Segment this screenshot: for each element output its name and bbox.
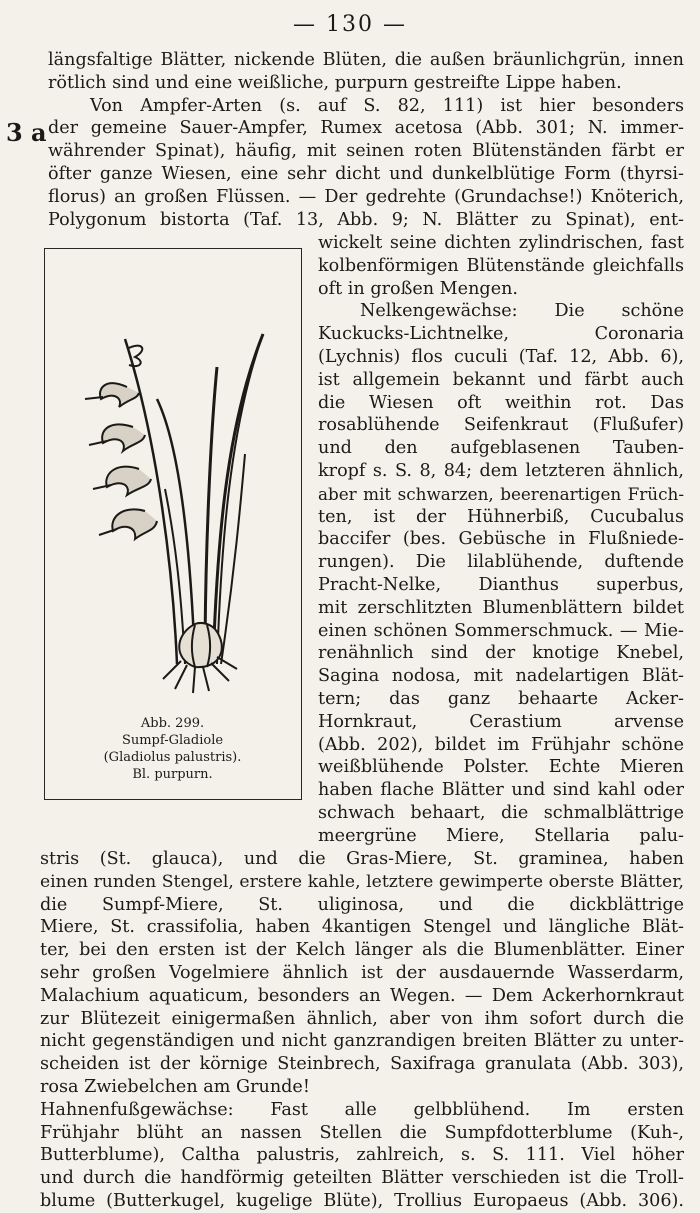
text-line: Nelkengewächse: Die schöne: [360, 301, 684, 322]
text-line: mit zerschlitzten Blumenblättern bildet: [318, 597, 684, 618]
text-line: Hornkraut, Cerastium arvense: [318, 711, 684, 732]
text-line: weißblühende Polster. Echte Mieren: [318, 757, 684, 778]
text-line: und durch die handförmig geteilten Blätter verschieden ist die Troll-: [40, 1168, 684, 1189]
text-line: rosa Zwiebelchen am Grunde!: [40, 1076, 310, 1097]
text-line: florus) an großen Flüssen. — Der gedrehte (Grundachse!) Knöterich,: [48, 186, 684, 207]
text-line: Malachium aquaticum, besonders an Wegen. — Dem Ackerhornkraut: [40, 985, 684, 1006]
text-line: Miere, St. crassifolia, haben 4kantigen Stengel und längliche Blät-: [40, 917, 684, 938]
text-line: ter, bei den ersten ist der Kelch länger als die Blumenblätter. Einer: [40, 940, 684, 961]
text-block-top: [48, 49, 684, 231]
figure-caption: [45, 715, 300, 783]
text-line: baccifer (bes. Gebüsche in Flußniede-: [318, 529, 684, 550]
page-number: — 130 —: [293, 12, 407, 37]
text-line: renähnlich sind der knotige Knebel,: [318, 643, 684, 664]
text-line: sehr großen Vogelmiere ähnlich ist der ausdauernde Wasserdarm,: [40, 962, 684, 983]
text-line: kolbenförmigen Blütenstände gleichfalls: [318, 255, 684, 276]
text-line: rötlich sind und eine weißliche, purpurn gestreifte Lippe haben.: [48, 72, 622, 93]
text-line: scheiden ist der körnige Steinbrech, Saxifraga granulata (Abb. 303),: [40, 1054, 684, 1075]
text-line: schwach behaart, die schmalblättrige: [318, 802, 684, 823]
text-line: kropf s. S. 8, 84; dem letzteren ähnlich,: [318, 460, 684, 481]
text-line: (Lychnis) flos cuculi (Taf. 12, Abb. 6),: [318, 346, 684, 367]
text-line: währender Spinat), häufig, mit seinen roten Blütenständen färbt er: [48, 141, 684, 162]
text-line: öfter ganze Wiesen, eine sehr dicht und dunkelblütige Form (thyrsi-: [48, 163, 684, 184]
text-line: längsfaltige Blätter, nickende Blüten, die außen bräunlichgrün, innen: [48, 50, 684, 70]
gladiolus-illustration: [45, 249, 300, 709]
figure-color: Bl. purpurn.: [132, 767, 213, 782]
text-line: wickelt seine dichten zylindrischen, fast: [318, 233, 684, 253]
text-line: Von Ampfer-Arten (s. auf S. 82, 111) ist hier besonders: [90, 95, 684, 116]
text-line: zur Blütezeit einigermaßen ähnlich, aber von ihm sofort durch die: [40, 1008, 684, 1029]
text-line: ten, ist der Hühnerbiß, Cucubalus: [318, 506, 684, 527]
text-line: der gemeine Sauer-Ampfer, Rumex acetosa (Abb. 301; N. immer-: [48, 118, 684, 139]
figure-latin: (Gladiolus palustris).: [103, 750, 242, 765]
text-line: Butterblume), Caltha palustris, zahlreich, s. S. 111. Viel höher: [40, 1145, 684, 1166]
figure-label: Abb. 299.: [140, 716, 205, 731]
text-line: Polygonum bistorta (Taf. 13, Abb. 9; N. Blätter zu Spinat), ent-: [48, 209, 684, 230]
text-line: Kuckucks-Lichtnelke, Coronaria: [318, 324, 684, 345]
figure-name: Sumpf-Gladiole: [121, 733, 224, 748]
text-line: (Abb. 202), bildet im Frühjahr schöne: [318, 734, 684, 755]
margin-note: 3 a: [6, 118, 47, 147]
text-line: stris (St. glauca), und die Gras-Miere, St. graminea, haben: [40, 849, 684, 869]
text-line: und den aufgeblasenen Tauben-: [318, 438, 684, 459]
text-line: einen runden Stengel, erstere kahle, letztere gewimperte oberste Blätter,: [40, 871, 684, 892]
text-line: haben flache Blätter und sind kahl oder: [318, 780, 684, 801]
text-line: Pracht-Nelke, Dianthus superbus,: [318, 574, 684, 595]
text-line: oft in großen Mengen.: [318, 278, 519, 299]
text-line: rosablühende Seifenkraut (Flußufer): [318, 415, 684, 436]
text-line: die Sumpf-Miere, St. uliginosa, und die dickblättrige: [40, 894, 684, 915]
text-line: blume (Butterkugel, kugelige Blüte), Trollius Europaeus (Abb. 306).: [40, 1190, 684, 1211]
text-block-bottom: [40, 848, 684, 1213]
text-line: einen schönen Sommerschmuck. — Mie-: [318, 620, 684, 641]
text-block-right: [318, 232, 684, 848]
text-line: rungen). Die lilablühende, duftende: [318, 552, 684, 573]
text-line: nicht gegenständigen und nicht ganzrandigen breiten Blätter zu unter-: [40, 1031, 684, 1052]
text-line: Hahnenfußgewächse: Fast alle gelbblühend. Im ersten: [40, 1099, 684, 1120]
text-line: tern; das ganz behaarte Acker-: [318, 688, 684, 709]
text-line: Frühjahr blüht an nassen Stellen die Sumpfdotterblume (Kuh-,: [40, 1122, 684, 1143]
text-line: die Wiesen oft weithin rot. Das: [318, 392, 684, 413]
figure-gladiolus: [44, 248, 302, 800]
text-line: aber mit schwarzen, beerenartigen Früch-: [318, 483, 684, 504]
text-line: meergrüne Miere, Stellaria palu-: [318, 825, 684, 846]
text-line: ist allgemein bekannt und färbt auch: [318, 369, 684, 390]
text-line: Sagina nodosa, mit nadelartigen Blät-: [318, 666, 684, 687]
